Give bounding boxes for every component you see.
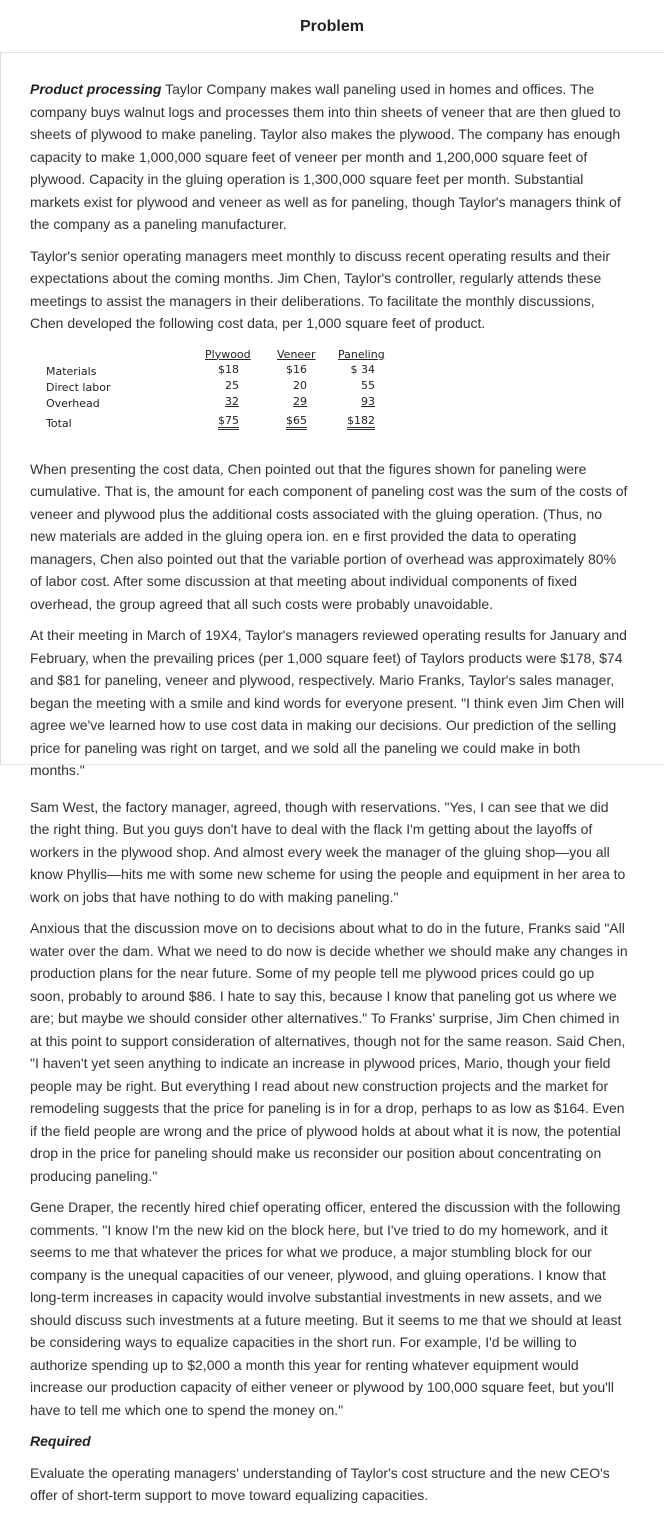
cost-table [30, 344, 630, 447]
page-title: Problem [299, 18, 364, 35]
cell-overhead-veneer: 29 [293, 394, 307, 408]
page-header [0, 0, 664, 53]
col-header-veneer: Veneer [277, 347, 316, 361]
cell-labor-plywood: 25 [225, 378, 239, 392]
left-border [0, 52, 1, 764]
cell-total-veneer: $65 [286, 414, 307, 430]
intro-text: Taylor Company makes wall paneling used in homes and offices. The company buys walnut logs and processes them into thin sheets of veneer that are then glued to sheets of plywood to make paneling. Taylor also makes the plywood. The company has enough capacity to make 1,000,000 square feet of veneer per month and 1,200,000 square feet of plywood. Capacity in the gluing operation is 1,300,000 square feet per month. Substantial markets exist for plywood and veneer as well as for paneling, though Taylor's managers think of the company as a paneling manufacturer. [30, 81, 621, 232]
intro-lead: Product processing [30, 81, 162, 97]
required-text: Evaluate the operating managers' understanding of Taylor's cost structure and the new CEO's offer of short-term support to move toward equalizing capacities. [30, 1464, 610, 1503]
paragraph-6: Anxious that the discussion move on to decisions about what to do in the future, Franks said "All water over the dam. What we need to do now is decide whether we should make any changes in production plans for the near future. Some of my people tell me plywood prices could go up soon, probably to around $86. I hate to say this, because I know that paneling got us where we are; but maybe we should consider other alternatives." To Franks' surprise, Jim Chen chimed in at this point to support consideration of alternatives, though not for the same reason. Said Chen, "I haven't yet seen anything to indicate an increase in plywood prices, Mario, though your field people may be right. But everything I read about new construction projects and the market for remodeling suggests that the price for paneling is in for a drop, perhaps to as low as $164. Even if the field people are wrong and the price of plywood holds at about what it is now, the potential drop in the price for paneling should make us reconsider our position about concentrating on producing paneling." [30, 920, 628, 1184]
cell-labor-paneling: 55 [361, 378, 375, 392]
col-header-plywood: Plywood [205, 347, 251, 361]
cell-materials-paneling: $ 34 [350, 362, 375, 376]
paragraph-5: Sam West, the factory manager, agreed, though with reservations. "Yes, I can see that we did the right thing. But you guys don't have to deal with the flack I'm getting about the layoffs of workers in the plywood shop. And almost every week the manager of the gluing shop—you all know Phyllis—hits me with some new scheme for using the people and equipment in her area to work on jobs that have nothing to do with making paneling." [30, 798, 626, 905]
cell-materials-plywood: $18 [218, 362, 239, 376]
row-label-materials: Materials [46, 364, 97, 378]
row-label-overhead: Overhead [46, 396, 100, 410]
paragraph-4: At their meeting in March of 19X4, Taylor's managers reviewed operating results for January and February, when the prevailing prices (per 1,000 square feet) of Taylors products were $178, $74 and $81 for paneling, veneer and plywood, respectively. Mario Franks, Taylor's sales manager, began the meeting with a smile and kind words for everyone present. "I think even Jim Chen will agree we've learned how to use cost data in making our decisions. Our prediction of the selling price for paneling was right on target, and we sold all the paneling we could make in both months." [30, 627, 627, 778]
required-heading: Required [30, 1433, 91, 1449]
col-header-paneling: Paneling [338, 347, 385, 361]
cell-materials-veneer: $16 [286, 362, 307, 376]
cell-total-plywood: $75 [218, 414, 239, 430]
paragraph-2: Taylor's senior operating managers meet monthly to discuss recent operating results and their expectations about the coming months. Jim Chen, Taylor's controller, regularly attends these meetings to assist the managers in their deliberations. To facilitate the monthly discussions, Chen developed the following cost data, per 1,000 square feet of product. [30, 247, 611, 331]
cell-total-paneling: $182 [347, 414, 375, 430]
row-label-total: Total [46, 416, 72, 430]
cell-labor-veneer: 20 [293, 378, 307, 392]
paragraph-3: When presenting the cost data, Chen pointed out that the figures shown for paneling were cumulative. That is, the amount for each component of paneling cost was the sum of the costs of veneer and plywood plus the additional costs associated with the gluing operation. (Thus, no new materials are added in the gluing opera ion. en e first provided the data to operating managers, Chen also pointed out that the variable portion of overhead was approximately 80% of labor cost. After some discussion at that meeting about individual components of fixed overhead, the group agreed that all such costs were probably unavoidable. [30, 460, 628, 612]
cell-overhead-plywood: 32 [225, 394, 239, 408]
paragraph-7: Gene Draper, the recently hired chief operating officer, entered the discussion with the following comments. "I know I'm the new kid on the block here, but I've tried to do my homework, and it seems to me that whatever the prices for what we produce, a major stumbling block for our company is the unequal capacities of our veneer, plywood, and gluing operations. I know that long-term increases in capacity would involve substantial investments in new assets, and we should discuss such investments at a future meeting. But it seems to me that we should at least be considering ways to equalize capacities in the short run. For example, I'd be willing to authorize spending up to $2,000 a month this year for renting whatever equipment would increase our production capacity of either veneer or plywood by 100,000 square feet, but you'll have to tell me which one to spend the money on." [30, 1199, 622, 1418]
intro-paragraph [30, 78, 630, 236]
problem-content [30, 78, 630, 1516]
cell-overhead-paneling: 93 [361, 394, 375, 408]
row-label-direct-labor: Direct labor [46, 380, 111, 394]
